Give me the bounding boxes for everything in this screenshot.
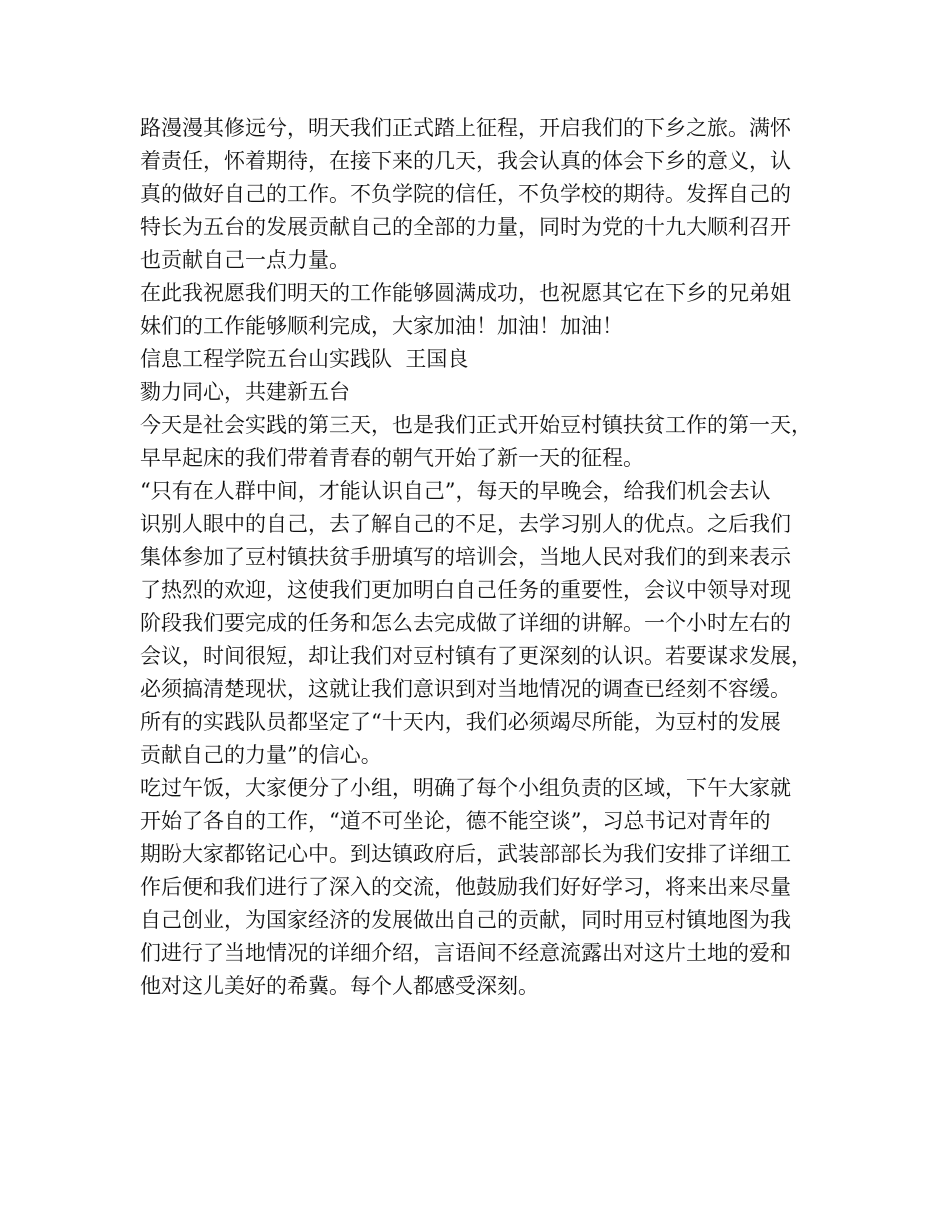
text-line: 所有的实践队员都坚定了“十天内，我们必须竭尽所能，为豆村的发展 <box>140 710 781 734</box>
text-line: 必须搞清楚现状，这就让我们意识到对当地情况的调查已经刻不容缓。 <box>140 677 791 701</box>
text-line: 特长为五台的发展贡献自己的全部的力量，同时为党的十九大顺利召开 <box>140 215 791 239</box>
text-line: “只有在人群中间，才能认识自己”，每天的早晚会，给我们机会去认 <box>140 479 771 503</box>
text-line: 们进行了当地情况的详细介绍，言语间不经意流露出对这片土地的爱和 <box>140 941 791 965</box>
text-line: 今天是社会实践的第三天，也是我们正式开始豆村镇扶贫工作的第一天， <box>140 413 812 437</box>
text-line: 妹们的工作能够顺利完成，大家加油！加油！加油！ <box>140 314 623 338</box>
text-line: 他对这儿美好的希冀。每个人都感受深刻。 <box>140 974 539 998</box>
text-line: 开始了各自的工作，“道不可坐论，德不能空谈”，习总书记对青年的 <box>140 809 771 833</box>
text-line: 着责任，怀着期待，在接下来的几天，我会认真的体会下乡的意义，认 <box>140 149 791 173</box>
text-line: 识别人眼中的自己，去了解自己的不足，去学习别人的优点。之后我们 <box>140 512 791 536</box>
text-line: 会议，时间很短，却让我们对豆村镇有了更深刻的认识。若要谋求发展， <box>140 644 812 668</box>
text-line: 期盼大家都铭记心中。到达镇政府后，武装部部长为我们安排了详细工 <box>140 842 791 866</box>
text-line: 路漫漫其修远兮，明天我们正式踏上征程，开启我们的下乡之旅。满怀 <box>140 116 791 140</box>
text-line: 阶段我们要完成的任务和怎么去完成做了详细的讲解。一个小时左右的 <box>140 611 791 635</box>
section-title: 勠力同心，共建新五台 <box>140 380 350 404</box>
text-line: 自己创业，为国家经济的发展做出自己的贡献，同时用豆村镇地图为我 <box>140 908 791 932</box>
text-line: 真的做好自己的工作。不负学院的信任，不负学校的期待。发挥自己的 <box>140 182 791 206</box>
text-line: 集体参加了豆村镇扶贫手册填写的培训会，当地人民对我们的到来表示 <box>140 545 791 569</box>
document-body <box>140 112 824 1003</box>
text-line: 了热烈的欢迎，这使我们更加明白自己任务的重要性，会议中领导对现 <box>140 578 791 602</box>
text-line: 在此我祝愿我们明天的工作能够圆满成功，也祝愿其它在下乡的兄弟姐 <box>140 281 791 305</box>
text-line: 作后便和我们进行了深入的交流，他鼓励我们好好学习，将来出来尽量 <box>140 875 791 899</box>
text-line: 贡献自己的力量”的信心。 <box>140 743 382 767</box>
text-line: 也贡献自己一点力量。 <box>140 248 350 272</box>
text-line: 吃过午饭，大家便分了小组，明确了每个小组负责的区域，下午大家就 <box>140 776 791 800</box>
signature-line: 信息工程学院五台山实践队 王国良 <box>140 347 469 371</box>
text-line: 早早起床的我们带着青春的朝气开始了新一天的征程。 <box>140 446 644 470</box>
